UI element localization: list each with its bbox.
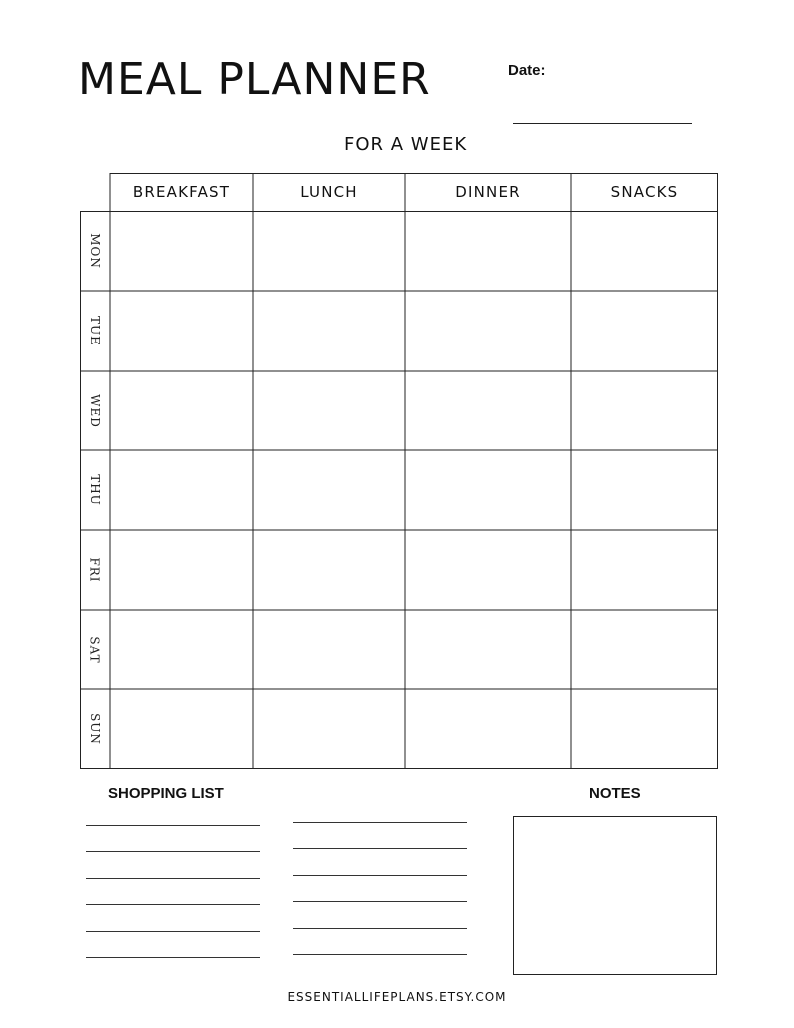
day-text: TUE — [87, 316, 102, 346]
day-label-sat — [80, 610, 110, 689]
day-label-mon — [80, 211, 110, 291]
meal-planner-grid — [80, 173, 718, 769]
grid-lines — [80, 173, 718, 769]
date-input-line[interactable] — [513, 123, 692, 124]
shopping-list-line[interactable] — [293, 848, 467, 849]
day-label-fri — [80, 530, 110, 610]
page-subtitle: FOR A WEEK — [344, 134, 468, 155]
column-header-dinner: DINNER — [455, 183, 521, 201]
day-label-sun — [80, 689, 110, 769]
day-label-tue — [80, 291, 110, 371]
day-label-thu — [80, 450, 110, 530]
notes-box[interactable] — [513, 816, 717, 975]
day-text: WED — [88, 393, 102, 428]
shopping-list-line[interactable] — [293, 822, 467, 823]
shopping-list-line[interactable] — [293, 954, 467, 955]
column-header-snacks: SNACKS — [610, 183, 679, 201]
shopping-list-line[interactable] — [86, 904, 260, 905]
shopping-list-line[interactable] — [293, 875, 467, 876]
shopping-list-line[interactable] — [86, 957, 260, 958]
shopping-list-line[interactable] — [293, 901, 467, 902]
date-label: Date: — [508, 62, 546, 79]
shopping-list-line[interactable] — [86, 851, 260, 852]
page-title: MEAL PLANNER — [78, 54, 431, 105]
notes-heading: NOTES — [589, 785, 641, 802]
day-text: SAT — [87, 635, 102, 664]
footer-shop-url: ESSENTIALLIFEPLANS.ETSY.COM — [287, 990, 507, 1004]
day-text: THU — [88, 474, 102, 506]
column-header-breakfast: BREAKFAST — [132, 183, 231, 201]
shopping-list-line[interactable] — [86, 931, 260, 932]
column-header-lunch: LUNCH — [300, 183, 358, 201]
shopping-list-line[interactable] — [86, 825, 260, 826]
shopping-list-heading: SHOPPING LIST — [108, 785, 224, 802]
shopping-list-line[interactable] — [293, 928, 467, 929]
day-label-wed — [80, 371, 110, 450]
day-text: SUN — [88, 713, 102, 745]
day-text: FRI — [87, 557, 102, 583]
day-text: MON — [88, 233, 102, 269]
shopping-list-line[interactable] — [86, 878, 260, 879]
